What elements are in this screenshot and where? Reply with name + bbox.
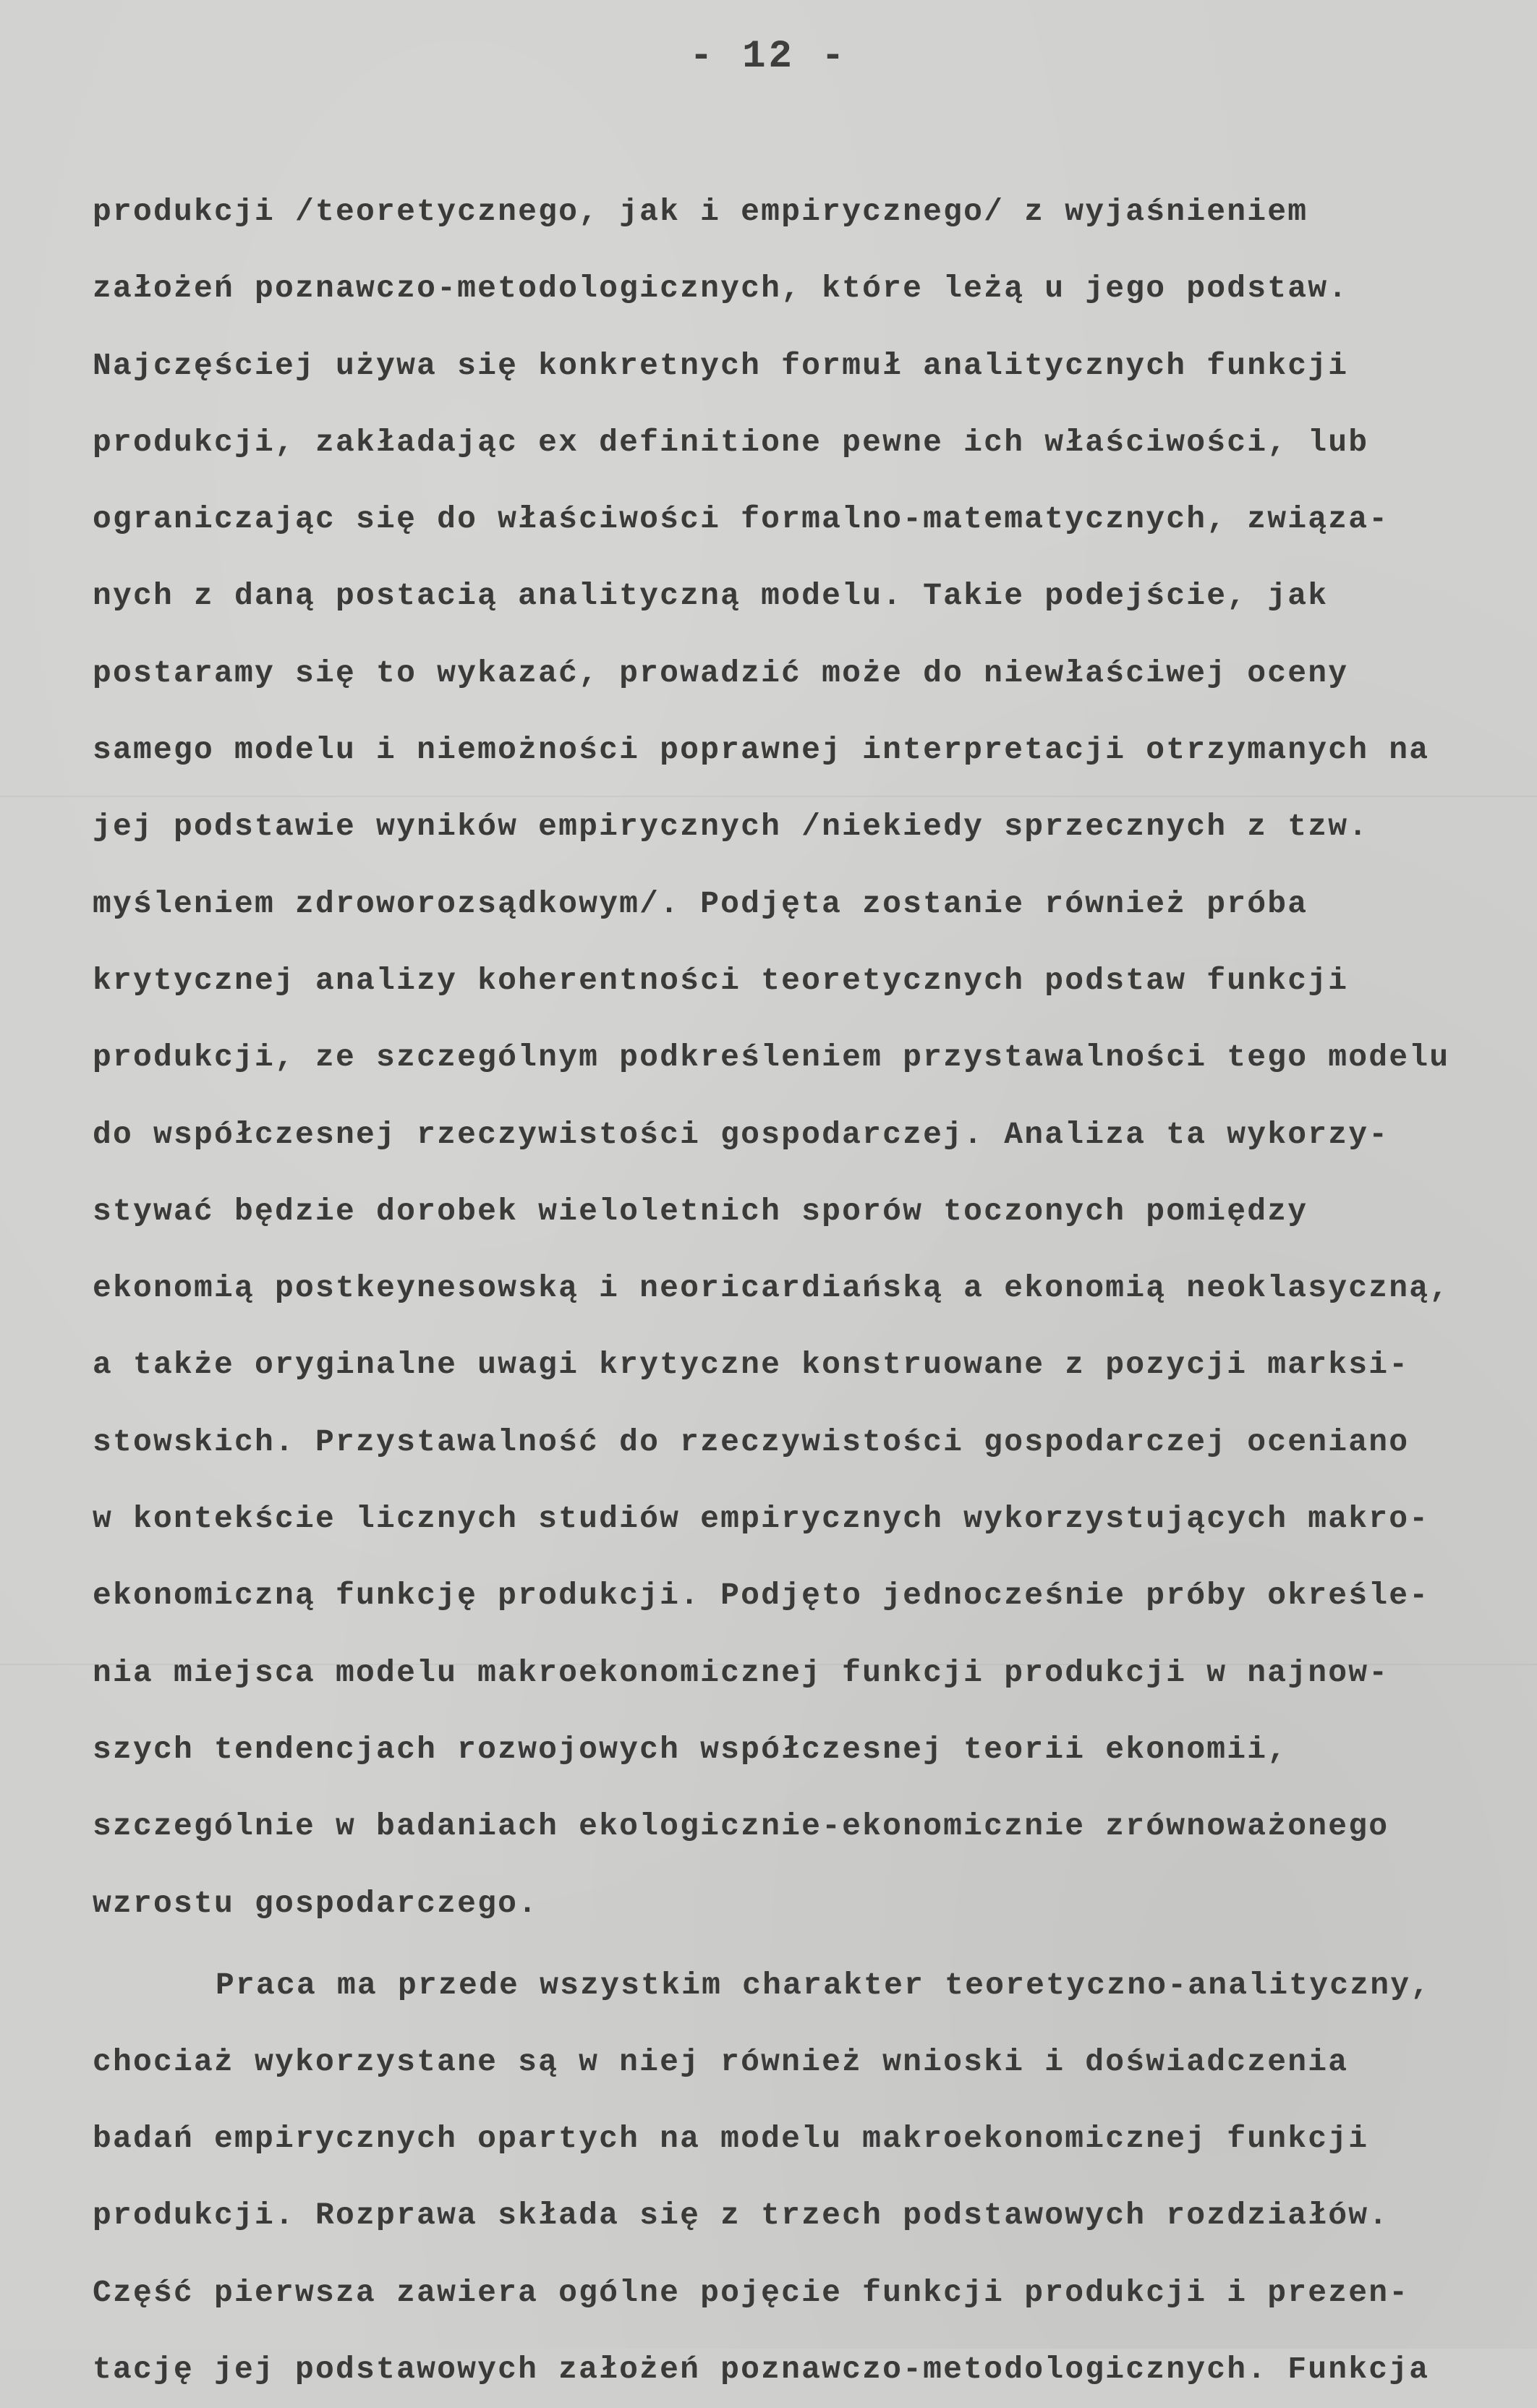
page-number: - 12 - xyxy=(689,35,848,79)
text-line: stywać będzie dorobek wieloletnich sporów toczonych pomiędzy xyxy=(93,1193,1308,1229)
text-line: Część pierwsza zawiera ogólne pojęcie funkcji produkcji i prezen- xyxy=(93,2274,1410,2310)
text-line: samego modelu i niemożności poprawnej interpretacji otrzymanych na xyxy=(93,732,1430,768)
text-line: nia miejsca modelu makroekonomicznej funkcji produkcji w najnow- xyxy=(93,1654,1389,1690)
text-line: tację jej podstawowych założeń poznawczo-metodologicznych. Funkcja xyxy=(93,2352,1430,2388)
text-line: nych z daną postacią analityczną modelu. Takie podejście, jak xyxy=(93,578,1329,614)
text-line: Najczęściej używa się konkretnych formuł analitycznych funkcji xyxy=(93,347,1349,383)
text-line: produkcji /teoretycznego, jak i empirycznego/ z wyjaśnieniem xyxy=(93,194,1308,229)
text-line: szczególnie w badaniach ekologicznie-ekonomicznie zrównoważonego xyxy=(93,1808,1389,1845)
paragraph-first-line: Praca ma przede wszystkim charakter teoretyczno-analityczny, xyxy=(216,1967,1431,2003)
text-line: myśleniem zdroworozsądkowym/. Podjęta zostanie również próba xyxy=(93,885,1308,922)
text-line: postaramy się to wykazać, prowadzić może do niewłaściwej oceny xyxy=(93,655,1349,691)
text-line: chociaż wykorzystane są w niej również wnioski i doświadczenia xyxy=(93,2043,1349,2080)
text-line: założeń poznawczo-metodologicznych, które leżą u jego podstaw. xyxy=(93,271,1349,307)
text-line: krytycznej analizy koherentności teoretycznych podstaw funkcji xyxy=(93,962,1349,998)
body-text xyxy=(93,174,1510,2408)
text-line: stowskich. Przystawalność do rzeczywistości gospodarczej oceniano xyxy=(93,1424,1410,1460)
text-line: do współczesnej rzeczywistości gospodarczej. Analiza ta wykorzy- xyxy=(93,1116,1389,1152)
text-line: ograniczając się do właściwości formalno-matematycznych, związa- xyxy=(93,501,1389,537)
text-line: a także oryginalne uwagi krytyczne konstruowane z pozycji marksi- xyxy=(93,1347,1410,1383)
text-line: w kontekście licznych studiów empirycznych wykorzystujących makro- xyxy=(93,1501,1430,1537)
text-line: produkcji, ze szczególnym podkreśleniem przystawalności tego modelu xyxy=(93,1039,1450,1076)
text-line: produkcji, zakładając ex definitione pewne ich właściwości, lub xyxy=(93,424,1369,460)
text-line: wzrostu gospodarczego. xyxy=(93,1885,539,1921)
text-line: produkcji. Rozprawa składa się z trzech podstawowych rozdziałów. xyxy=(93,2198,1389,2234)
text-line: jej podstawie wyników empirycznych /niekiedy sprzecznych z tzw. xyxy=(93,809,1369,845)
text-line: szych tendencjach rozwojowych współczesnej teorii ekonomii, xyxy=(93,1731,1288,1767)
text-line: ekonomiczną funkcję produkcji. Podjęto jednocześnie próby określe- xyxy=(93,1578,1430,1614)
text-line: ekonomią postkeynesowską i neoricardiańską a ekonomią neoklasyczną, xyxy=(93,1270,1450,1306)
text-line: badań empirycznych opartych na modelu makroekonomicznej funkcji xyxy=(93,2121,1369,2157)
